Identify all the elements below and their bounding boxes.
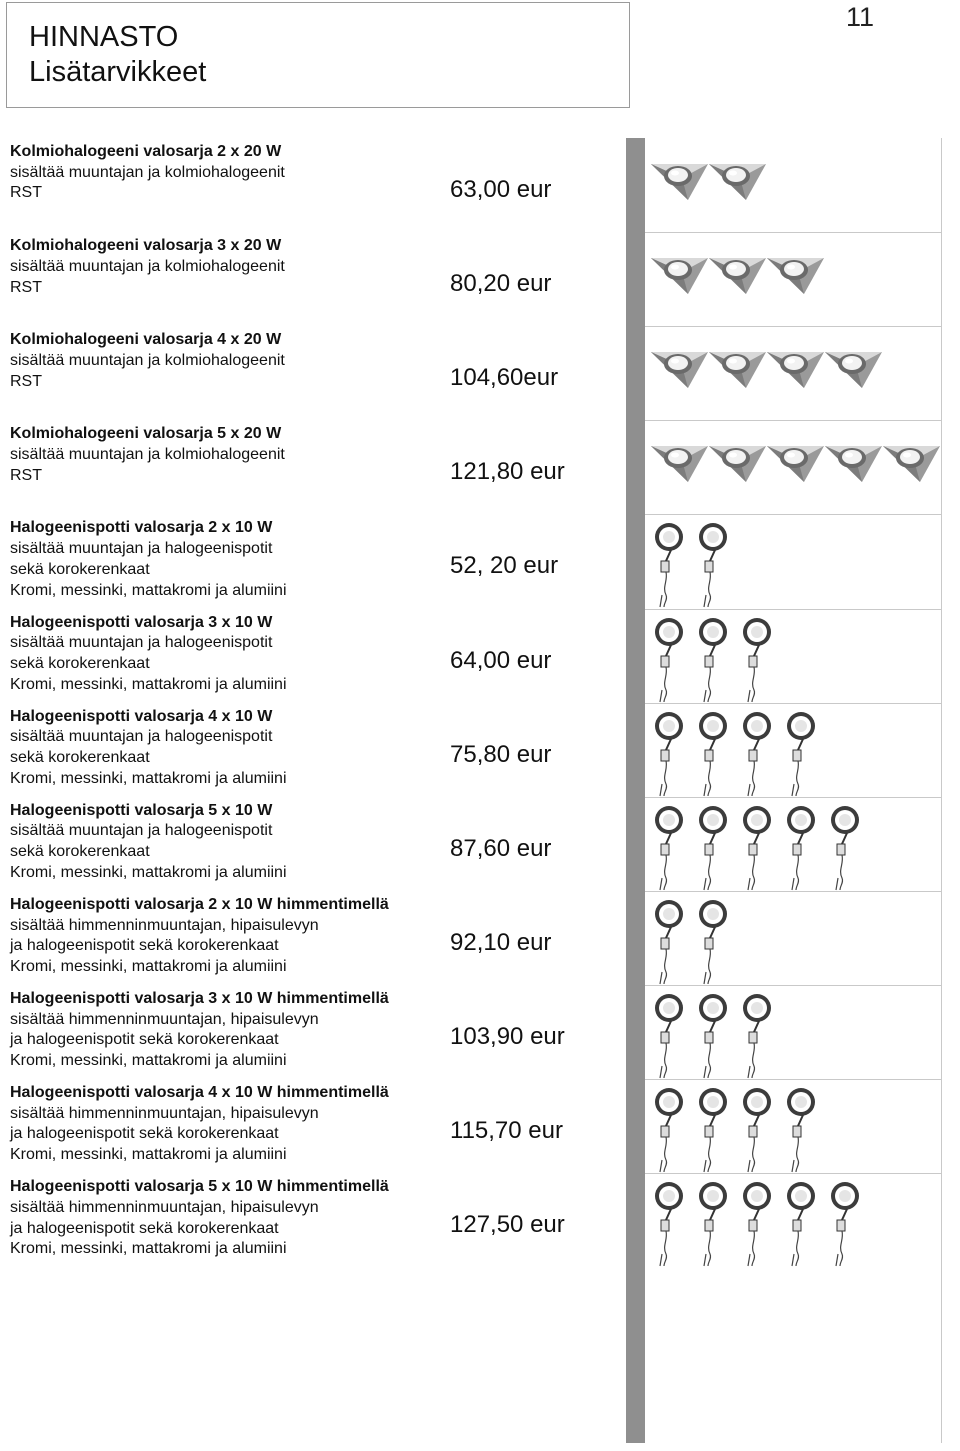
product-description: sisältää muuntajan ja kolmiohalogeenit <box>10 257 285 275</box>
product-name: Halogeenispotti valosarja 3 x 10 W himmentimellä <box>10 989 389 1007</box>
product-description: sisältää muuntajan ja kolmiohalogeenit <box>10 163 285 181</box>
product-description: sisältää muuntajan ja halogeenispotit <box>10 540 273 558</box>
product-description: sekä korokerenkaat <box>10 560 150 578</box>
product-description: Kromi, messinki, mattakromi ja alumiini <box>10 1146 287 1164</box>
spotlight-icon <box>648 618 940 704</box>
product-price: 75,80 eur <box>450 740 552 768</box>
product-price: 104,60eur <box>450 364 559 392</box>
product-name: Halogeenispotti valosarja 5 x 10 W himmentimellä <box>10 1178 389 1196</box>
product-description: RST <box>10 278 42 296</box>
product-name: Kolmiohalogeeni valosarja 2 x 20 W <box>10 143 282 160</box>
triangle-light-icon <box>648 248 940 298</box>
spotlight-icon <box>648 806 940 892</box>
row-divider <box>645 514 942 515</box>
row-divider <box>645 326 942 327</box>
spotlight-icon <box>648 900 940 986</box>
product-description: sekä korokerenkaat <box>10 749 150 766</box>
product-price: 52, 20 eur <box>450 552 559 580</box>
page-number: 11 <box>846 2 875 32</box>
product-name: Kolmiohalogeeni valosarja 4 x 20 W <box>10 331 282 349</box>
product-item <box>10 801 490 884</box>
product-description: Kromi, messinki, mattakromi ja alumiini <box>10 1052 287 1069</box>
row-divider <box>645 703 942 704</box>
product-description: ja halogeenispotit sekä korokerenkaat <box>10 1125 279 1143</box>
product-description: sisältää muuntajan ja halogeenispotit <box>10 634 273 652</box>
row-divider <box>645 420 942 421</box>
product-description: RST <box>10 184 42 202</box>
product-item <box>10 236 490 298</box>
title-box <box>6 2 630 108</box>
product-description: RST <box>10 372 42 390</box>
spotlight-icon <box>648 523 940 609</box>
product-price: 127,50 eur <box>450 1211 565 1239</box>
row-divider <box>645 891 942 892</box>
product-description: ja halogeenispotit sekä korokerenkaat <box>10 1031 279 1049</box>
product-description: sisältää muuntajan ja kolmiohalogeenit <box>10 351 285 369</box>
product-price: 64,00 eur <box>450 646 552 674</box>
row-divider <box>645 1079 942 1080</box>
product-item <box>10 1177 490 1260</box>
product-name: Halogeenispotti valosarja 3 x 10 W <box>10 613 273 631</box>
triangle-light-icon <box>648 436 940 486</box>
product-description: sekä korokerenkaat <box>10 654 150 672</box>
triangle-light-icon <box>648 342 940 392</box>
page-title: HINNASTO <box>29 21 179 53</box>
product-price: 80,20 eur <box>450 270 552 298</box>
product-item <box>10 142 490 204</box>
product-price: 121,80 eur <box>450 458 565 486</box>
product-name: Kolmiohalogeeni valosarja 3 x 20 W <box>10 237 282 255</box>
product-description: ja halogeenispotit sekä korokerenkaat <box>10 1219 279 1237</box>
product-name: Halogeenispotti valosarja 2 x 10 W himmentimellä <box>10 895 389 913</box>
product-price: 92,10 eur <box>450 928 552 956</box>
product-description: Kromi, messinki, mattakromi ja alumiini <box>10 863 287 881</box>
page-subtitle: Lisätarvikkeet <box>29 56 207 88</box>
product-description: sisältää himmenninmuuntajan, hipaisulevyn <box>10 916 319 934</box>
row-divider <box>645 797 942 798</box>
spotlight-icon <box>648 1182 940 1268</box>
product-name: Halogeenispotti valosarja 4 x 10 W himmentimellä <box>10 1084 389 1101</box>
product-item <box>10 989 490 1072</box>
triangle-light-icon <box>648 154 940 204</box>
product-price: 115,70 eur <box>450 1117 563 1144</box>
product-price: 63,00 eur <box>450 176 552 203</box>
product-item <box>10 424 490 486</box>
product-description: sisältää muuntajan ja halogeenispotit <box>10 728 273 746</box>
product-item <box>10 613 490 696</box>
product-description: sisältää himmenninmuuntajan, hipaisulevyn <box>10 1104 319 1122</box>
product-price: 103,90 eur <box>450 1022 565 1050</box>
product-description: sisältää muuntajan ja kolmiohalogeenit <box>10 446 285 463</box>
product-description: ja halogeenispotit sekä korokerenkaat <box>10 937 279 955</box>
spotlight-icon <box>648 1088 940 1174</box>
product-description: RST <box>10 466 42 484</box>
product-description: Kromi, messinki, mattakromi ja alumiini <box>10 675 287 693</box>
product-name: Kolmiohalogeeni valosarja 5 x 20 W <box>10 425 282 443</box>
product-description: Kromi, messinki, mattakromi ja alumiini <box>10 957 287 975</box>
product-item <box>10 330 490 392</box>
image-column-bar <box>626 138 645 1443</box>
row-divider <box>645 985 942 986</box>
product-name: Halogeenispotti valosarja 5 x 10 W <box>10 801 273 819</box>
product-item <box>10 1083 490 1166</box>
product-description: sisältää himmenninmuuntajan, hipaisulevyn <box>10 1010 319 1028</box>
product-item <box>10 707 490 790</box>
row-divider <box>645 232 942 233</box>
product-description: sekä korokerenkaat <box>10 843 150 861</box>
row-divider <box>645 609 942 610</box>
product-description: Kromi, messinki, mattakromi ja alumiini <box>10 581 287 599</box>
product-price: 87,60 eur <box>450 834 552 862</box>
product-description: Kromi, messinki, mattakromi ja alumiini <box>10 1240 287 1258</box>
product-name: Halogeenispotti valosarja 2 x 10 W <box>10 519 273 537</box>
spotlight-icon <box>648 994 940 1080</box>
row-divider <box>645 1173 942 1174</box>
product-description: sisältää muuntajan ja halogeenispotit <box>10 822 273 840</box>
spotlight-icon <box>648 712 940 798</box>
product-item <box>10 518 490 601</box>
image-column-border <box>941 138 942 1443</box>
product-description: sisältää himmenninmuuntajan, hipaisulevyn <box>10 1198 319 1216</box>
product-item <box>10 895 490 978</box>
product-description: Kromi, messinki, mattakromi ja alumiini <box>10 769 287 787</box>
product-name: Halogeenispotti valosarja 4 x 10 W <box>10 707 273 725</box>
